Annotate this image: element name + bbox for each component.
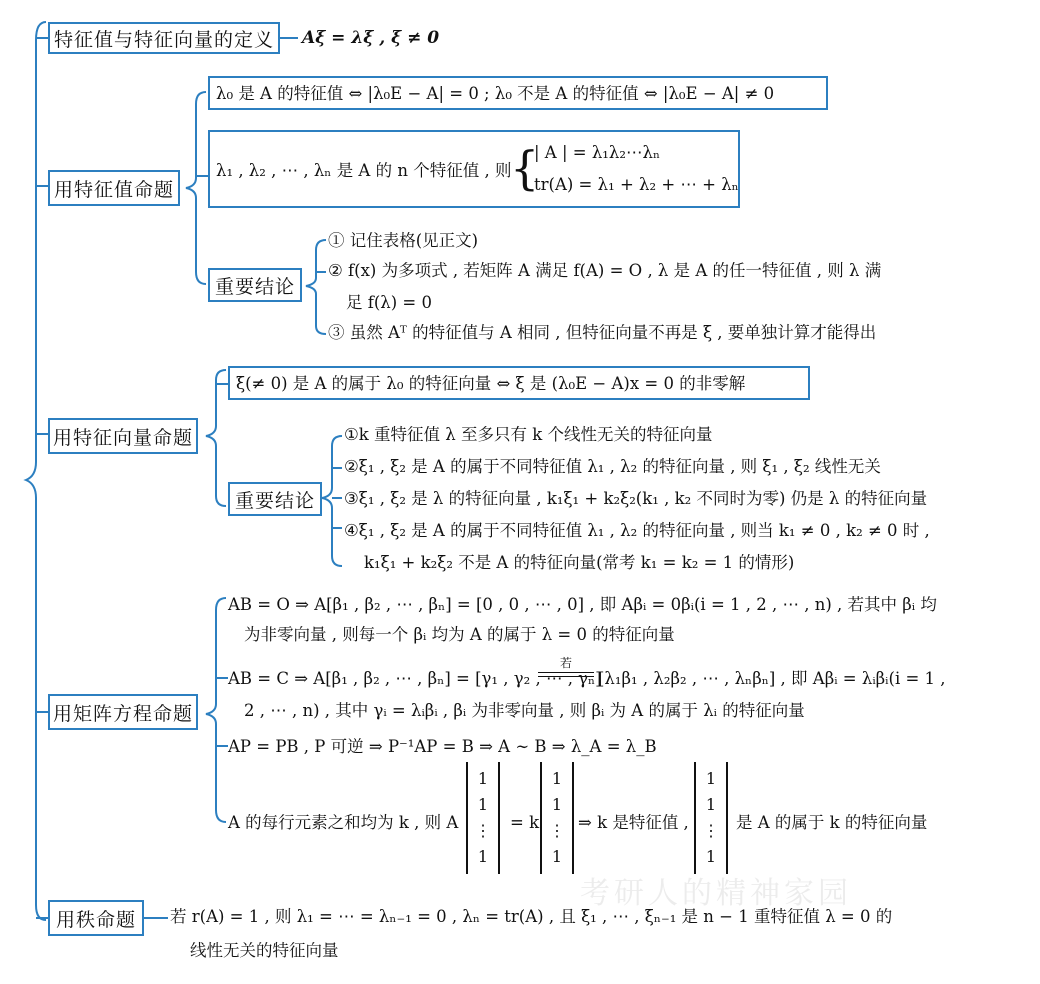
- eigenvector-conclusion-label: 重要结论: [234, 489, 315, 512]
- definition-label: 特征值与特征向量的定义: [53, 28, 274, 51]
- eigenvector-item1: ξ(≠ 0) 是 A 的属于 λ₀ 的特征向量 ⇔ ξ 是 (λ₀E − A)x = 0 的非零解: [236, 374, 746, 393]
- eigenvector-item1-box: [228, 366, 810, 400]
- matrix-i4-lead: A 的每行元素之和均为 k , 则 A: [228, 813, 459, 832]
- eigenvalue-item2-lead: λ₁ , λ₂ , ⋯ , λₙ 是 A 的 n 个特征值 , 则: [216, 161, 512, 180]
- eigenvalue-c2b: 足 f(λ) = 0: [346, 293, 432, 312]
- ones-vector-1-entry: ⋮: [475, 821, 491, 840]
- eigenvalue-item2-brace: {: [510, 141, 540, 195]
- ones-vector-3-entry: 1: [705, 795, 717, 814]
- eigenvalue-c1: ① 记住表格(见正文): [328, 231, 479, 250]
- matrix-i1b: 为非零向量 , 则每一个 βᵢ 均为 A 的属于 λ = 0 的特征向量: [244, 625, 675, 644]
- eigenvalue-c2a: ② f(x) 为多项式 , 若矩阵 A 满足 f(A) = O , λ 是 A 的任一特征值 , 则 λ 满: [328, 261, 882, 280]
- eigenvalue-conclusion-box: [208, 268, 302, 302]
- matrix-i4-mid: ⇒ k 是特征值 ,: [578, 813, 689, 832]
- ones-vector-1-entry: 1: [477, 847, 489, 866]
- watermark: 考研人的精神家园: [580, 876, 852, 911]
- matrix-i1a: AB = O ⇒ A[β₁ , β₂ , ⋯ , βₙ] = [0 , 0 , ⋯ , 0] , 即 Aβᵢ = 0βᵢ(i = 1 , 2 , ⋯ , n) , 若其中 βᵢ 均: [228, 595, 937, 614]
- ones-vector-1: [466, 762, 500, 874]
- definition-formula: Aξ = λξ , ξ ≠ 0: [302, 28, 440, 48]
- eigenvalue-label: 用特征值命题: [53, 178, 174, 201]
- matrix-i4-tail: 是 A 的属于 k 的特征向量: [736, 813, 928, 832]
- eigenvalue-c3: ③ 虽然 Aᵀ 的特征值与 A 相同 , 但特征向量不再是 ξ , 要单独计算才能得出: [328, 323, 877, 342]
- matrix-i2a-right: [λ₁β₁ , λ₂β₂ , ⋯ , λₙβₙ] , 即 Aβᵢ = λᵢβᵢ(i = 1 ,: [598, 669, 946, 688]
- ones-vector-2-entry: 1: [551, 769, 563, 788]
- eigenvalue-conclusion-label: 重要结论: [214, 275, 295, 298]
- eigenvalue-item1: λ₀ 是 A 的特征值 ⇔ |λ₀E − A| = 0 ; λ₀ 不是 A 的特征值 ⇔ |λ₀E − A| ≠ 0: [216, 84, 775, 103]
- eigenvector-c4a: ④ξ₁ , ξ₂ 是 A 的属于不同特征值 λ₁ , λ₂ 的特征向量 , 则当 k₁ ≠ 0 , k₂ ≠ 0 时 ,: [344, 521, 930, 540]
- matrix-i2a-arrow: [538, 656, 594, 677]
- eigenvalue-item2-eq2: tr(A) = λ₁ + λ₂ + ⋯ + λₙ: [534, 175, 739, 194]
- matrix-equation-box: [48, 694, 198, 730]
- ones-vector-2-entry: 1: [551, 847, 563, 866]
- eigenvalue-box: [48, 170, 180, 206]
- eigenvector-label: 用特征向量命题: [52, 426, 193, 449]
- matrix-i2b: 2 , ⋯ , n) , 其中 γᵢ = λᵢβᵢ , βᵢ 为非零向量 , 则 βᵢ 为 A 的属于 λᵢ 的特征向量: [244, 701, 805, 720]
- eigenvalue-item1-box: [208, 76, 828, 110]
- definition-box: [48, 22, 280, 54]
- ones-vector-3: [694, 762, 728, 874]
- ones-vector-2-entry: 1: [551, 795, 563, 814]
- rank-line2: 线性无关的特征向量: [190, 941, 339, 960]
- eigenvalue-item2-box: [208, 130, 740, 208]
- ones-vector-2-entry: ⋮: [549, 821, 565, 840]
- ones-vector-1-entry: 1: [477, 769, 489, 788]
- ones-vector-2: [540, 762, 574, 874]
- matrix-equation-label: 用矩阵方程命题: [52, 702, 193, 725]
- eigenvalue-item2-eq1: | A | = λ₁λ₂⋯λₙ: [534, 143, 661, 162]
- ones-vector-1-entry: 1: [477, 795, 489, 814]
- eigenvector-box: [48, 418, 198, 454]
- ones-vector-3-entry: ⋮: [703, 821, 719, 840]
- ones-vector-3-entry: 1: [705, 847, 717, 866]
- eigenvector-c4b: k₁ξ₁ + k₂ξ₂ 不是 A 的特征向量(常考 k₁ = k₂ = 1 的情形): [364, 553, 795, 572]
- matrix-i4-eq: = k: [510, 813, 540, 832]
- eigenvector-c2: ②ξ₁ , ξ₂ 是 A 的属于不同特征值 λ₁ , λ₂ 的特征向量 , 则 ξ₁ , ξ₂ 线性无关: [344, 457, 881, 476]
- eigenvector-c1: ①k 重特征值 λ 至多只有 k 个线性无关的特征向量: [344, 425, 713, 444]
- rank-line1: 若 r(A) = 1 , 则 λ₁ = ⋯ = λₙ₋₁ = 0 , λₙ = tr(A) , 且 ξ₁ , ⋯ , ξₙ₋₁ 是 n − 1 重特征值 λ = 0 的: [170, 907, 893, 926]
- matrix-i2a-left: AB = C ⇒ A[β₁ , β₂ , ⋯ , βₙ] = [γ₁ , γ₂ , ⋯ , γₙ]: [228, 669, 602, 688]
- rank-label: 用秩命题: [55, 908, 136, 931]
- matrix-i3: AP = PB , P 可逆 ⇒ P⁻¹AP = B ⇒ A ∼ B ⇒ λ_A = λ_B: [228, 737, 657, 756]
- eigenvector-c3: ③ξ₁ , ξ₂ 是 λ 的特征向量 , k₁ξ₁ + k₂ξ₂(k₁ , k₂ 不同时为零) 仍是 λ 的特征向量: [344, 489, 928, 508]
- eigenvector-conclusion-box: [228, 482, 322, 516]
- ones-vector-3-entry: 1: [705, 769, 717, 788]
- matrix-i2a-arrow-label: 若: [559, 656, 572, 670]
- rank-box: [48, 900, 144, 936]
